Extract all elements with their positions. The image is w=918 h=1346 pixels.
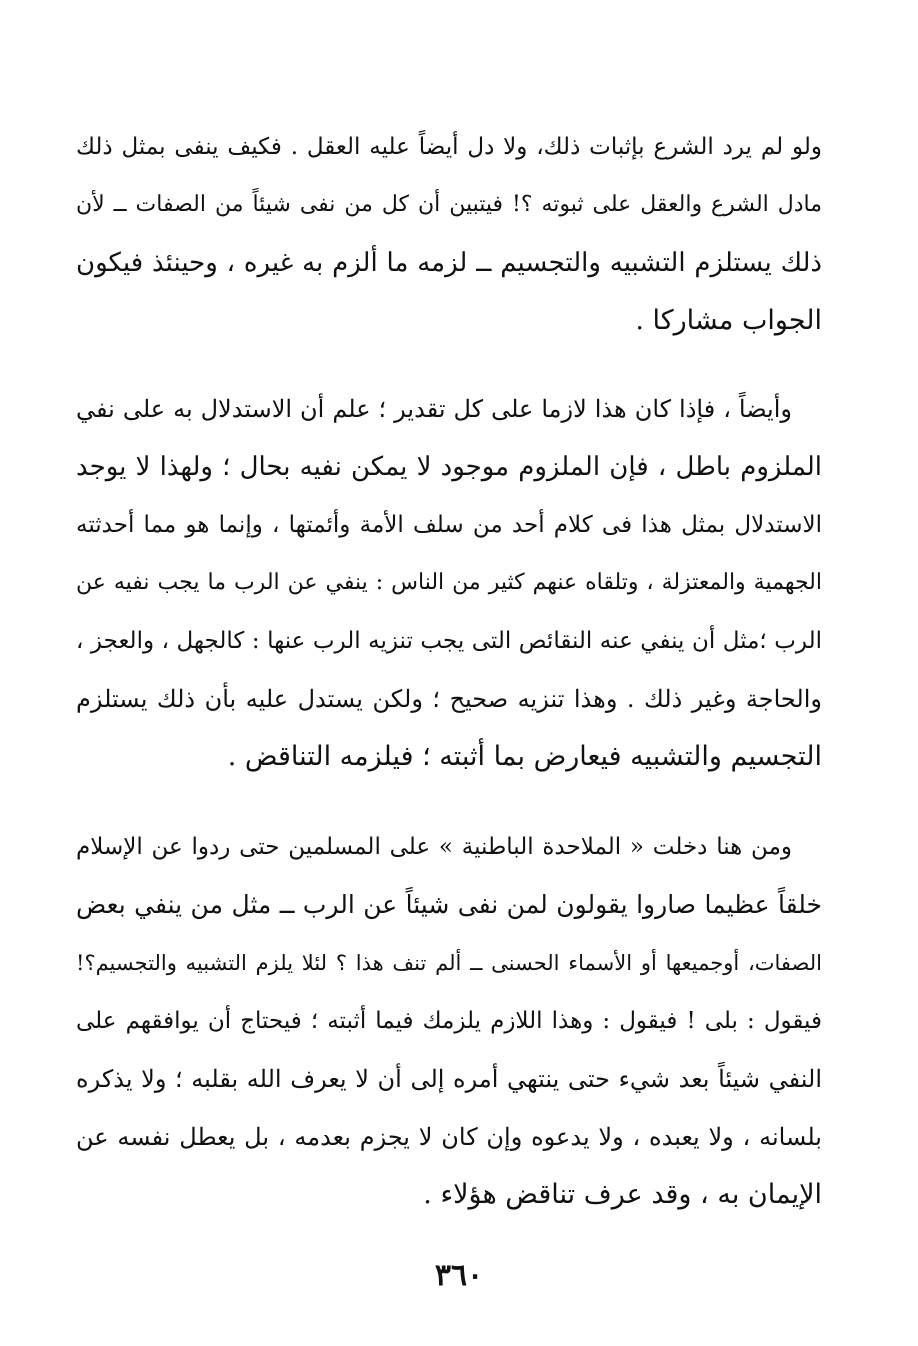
text-line: التجسيم والتشبيه فيعارض بما أثبته ؛ فيلزمه التناقض .	[227, 741, 822, 772]
text-line: الصفات، أوجميعها أو الأسماء الحسنى ــ ألم تنف هذا ؟ لئلا يلزم التشبيه والتجسيم؟!	[76, 951, 822, 975]
text-line: فيقول : بلى ! فيقول : وهذا اللازم يلزمك فيما أثبته ؛ فيحتاج أن يوافقهم على	[76, 1008, 822, 1034]
text-line: مادل الشرع والعقل على ثبوته ؟! فيتبين أن كل من نفى شيئاً من الصفات ــ لأن	[76, 192, 822, 217]
text-line: الإيمان به ، وقد عرف تناقض هؤلاء .	[423, 1179, 822, 1210]
text-line: الرب ؛مثل أن ينفي عنه النقائص التى يجب تنزيه الرب عنها : كالجهل ، والعجز ،	[76, 628, 822, 654]
paragraph-3	[76, 818, 822, 1224]
paragraph-1	[76, 118, 822, 350]
text-line: الجهمية والمعتزلة ، وتلقاه عنهم كثير من الناس : ينفي عن الرب ما يجب نفيه عن	[76, 570, 822, 595]
text-line: وأيضاً ، فإذا كان هذا لازما على كل تقدير ؛ علم أن الاستدلال به على نفي	[76, 395, 792, 423]
text-line: ومن هنا دخلت « الملاحدة الباطنية » على المسلمين حتى ردوا عن الإسلام	[76, 834, 792, 860]
page-number: ٣٦٠	[434, 1258, 484, 1293]
text-line: النفي شيئاً بعد شيء حتى ينتهي أمره إلى أن لا يعرف الله بقلبه ؛ ولا يذكره	[76, 1065, 822, 1093]
text-line: خلقاً عظيما صاروا يقولون لمن نفى شيئاً عن الرب ــ مثل من ينفي بعض	[76, 890, 822, 919]
text-line: الجواب مشاركا .	[635, 305, 822, 336]
text-line: والحاجة وغير ذلك . وهذا تنزيه صحيح ؛ ولكن يستدل عليه بأن ذلك يستلزم	[76, 685, 822, 713]
paragraph-2	[76, 380, 822, 786]
text-line: ذلك يستلزم التشبيه والتجسيم ــ لزمه ما ألزم به غيره ، وحينئذ فيكون	[76, 248, 822, 278]
text-line: الملزوم باطل ، فإن الملزوم موجود لا يمكن نفيه بحال ؛ ولهذا لا يوجد	[76, 452, 822, 482]
text-line: الاستدلال بمثل هذا فى كلام أحد من سلف الأمة وأئمتها ، وإنما هو مما أحدثته	[76, 512, 822, 538]
text-line: بلسانه ، ولا يعبده ، ولا يدعوه وإن كان لا يجزم بعدمه ، بل يعطل نفسه عن	[76, 1123, 822, 1151]
text-line: ولو لم يرد الشرع بإثبات ذلك، ولا دل أيضاً عليه العقل . فكيف ينفى بمثل ذلك	[76, 134, 822, 160]
